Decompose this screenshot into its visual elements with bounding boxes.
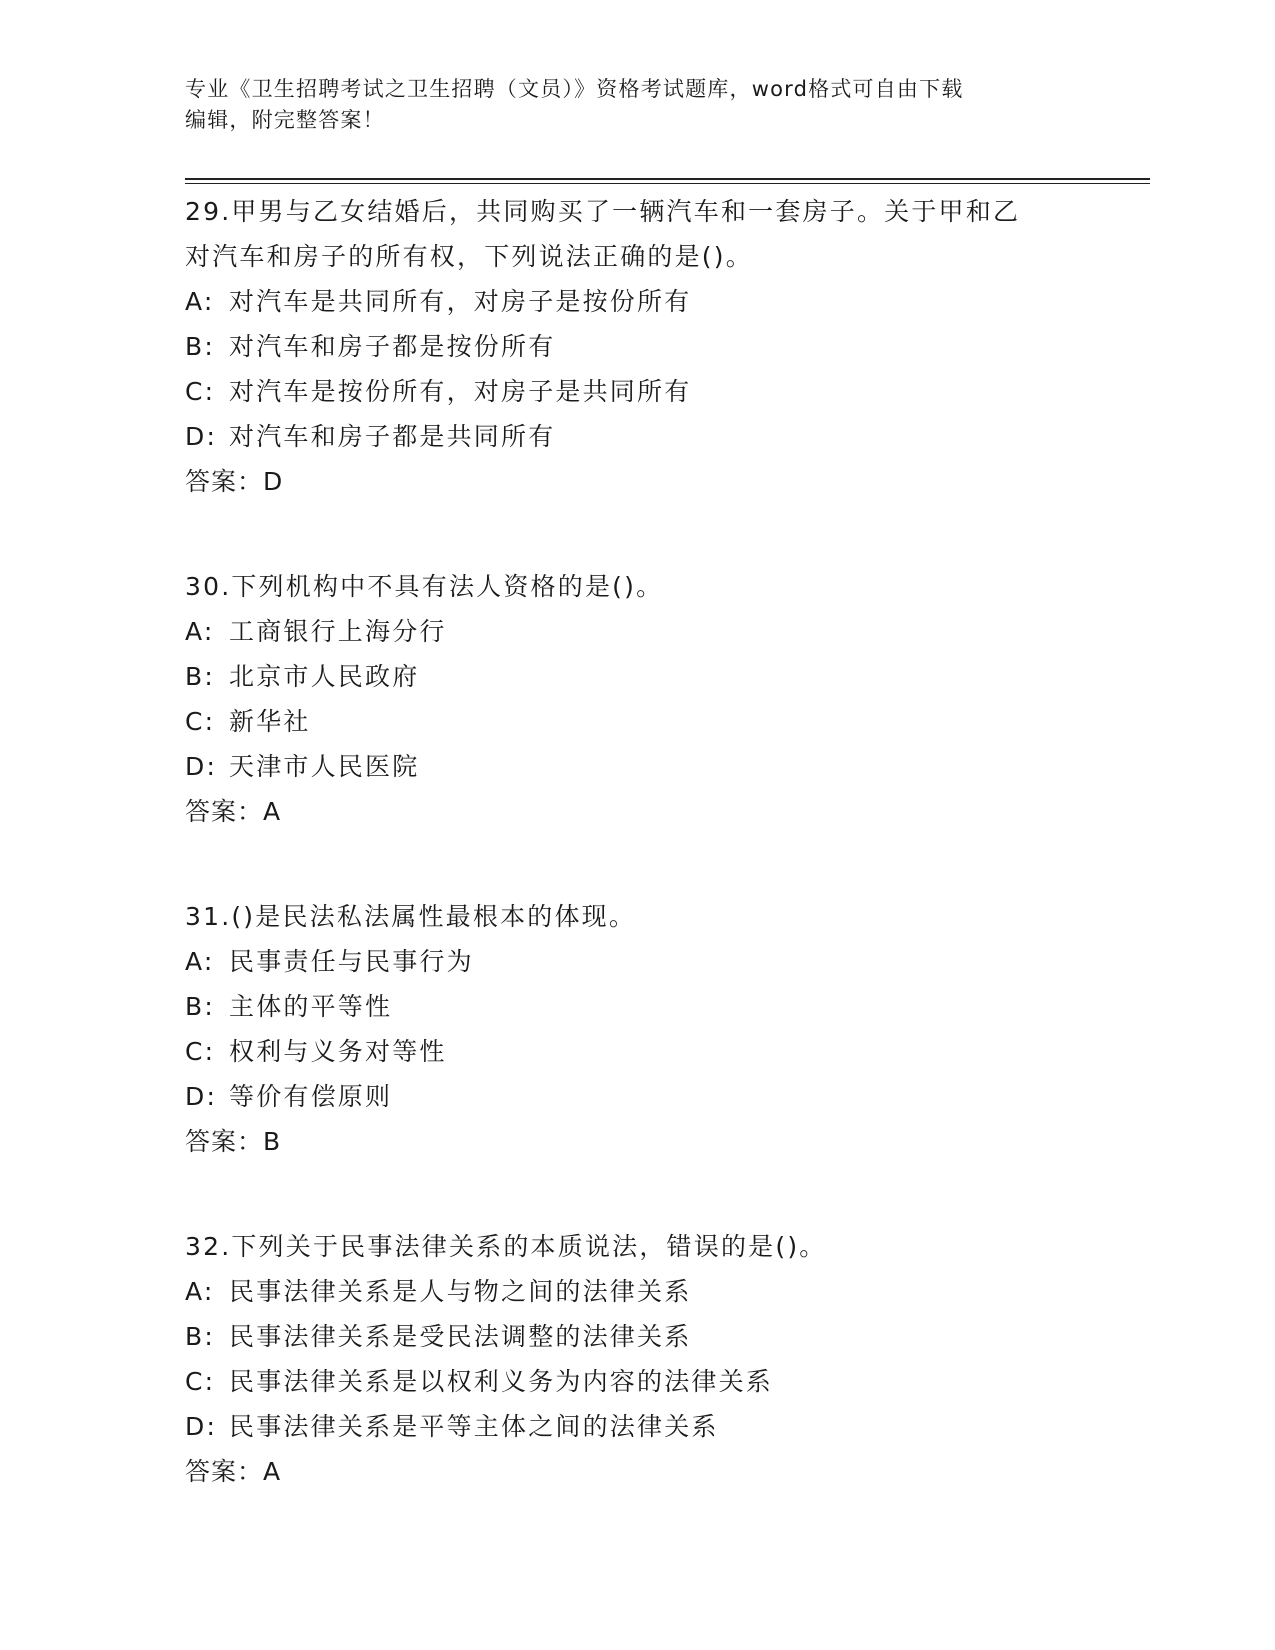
option-key: C:	[185, 1367, 216, 1396]
option-key: A:	[185, 617, 215, 646]
option-b	[185, 654, 1150, 699]
option-d	[185, 1074, 1150, 1119]
option-d	[185, 744, 1150, 789]
option-key: D:	[185, 422, 218, 451]
question-29	[185, 189, 1150, 504]
option-text: 对汽车是按份所有，对房子是共同所有	[229, 377, 692, 406]
document-page	[185, 0, 1150, 1650]
option-text: 民事法律关系是受民法调整的法律关系	[229, 1322, 692, 1351]
option-c	[185, 1029, 1150, 1074]
option-text: 主体的平等性	[229, 992, 393, 1021]
option-key: B:	[185, 1322, 215, 1351]
option-text: 权利与义务对等性	[229, 1037, 447, 1066]
answer: 答案：D	[185, 467, 284, 496]
option-text: 民事法律关系是人与物之间的法律关系	[229, 1277, 692, 1306]
option-text: 新华社	[229, 707, 311, 736]
answer: 答案：B	[185, 1127, 282, 1156]
option-c	[185, 699, 1150, 744]
option-a	[185, 939, 1150, 984]
option-key: D:	[185, 1082, 218, 1111]
question-text: 29.甲男与乙女结婚后，共同购买了一辆汽车和一套房子。关于甲和乙	[185, 197, 1021, 226]
option-key: A:	[185, 947, 215, 976]
option-key: B:	[185, 662, 215, 691]
option-a	[185, 609, 1150, 654]
option-text: 对汽车和房子都是共同所有	[229, 422, 556, 451]
question-30	[185, 564, 1150, 834]
option-text: 等价有偿原则	[229, 1082, 393, 1111]
option-text: 对汽车是共同所有，对房子是按份所有	[229, 287, 692, 316]
option-key: A:	[185, 287, 215, 316]
option-text: 对汽车和房子都是按份所有	[229, 332, 556, 361]
option-key: D:	[185, 1412, 218, 1441]
question-31	[185, 894, 1150, 1164]
option-text: 民事法律关系是平等主体之间的法律关系	[229, 1412, 719, 1441]
option-b	[185, 984, 1150, 1029]
document-header	[185, 74, 1065, 136]
question-list	[185, 189, 1150, 1554]
header-divider	[185, 178, 1150, 184]
option-b	[185, 1314, 1150, 1359]
option-key: C:	[185, 377, 216, 406]
option-text: 民事法律关系是以权利义务为内容的法律关系	[229, 1367, 774, 1396]
question-text: 30.下列机构中不具有法人资格的是()。	[185, 572, 664, 601]
answer: 答案：A	[185, 797, 282, 826]
header-line-2: 编辑，附完整答案！	[185, 108, 385, 132]
option-c	[185, 369, 1150, 414]
option-key: C:	[185, 1037, 216, 1066]
answer: 答案：A	[185, 1457, 282, 1486]
question-text: 31.()是民法私法属性最根本的体现。	[185, 902, 637, 931]
option-text: 北京市人民政府	[229, 662, 420, 691]
option-d	[185, 414, 1150, 459]
question-text: 对汽车和房子的所有权，下列说法正确的是()。	[185, 242, 753, 271]
option-a	[185, 1269, 1150, 1314]
question-text: 32.下列关于民事法律关系的本质说法，错误的是()。	[185, 1232, 827, 1261]
option-a	[185, 279, 1150, 324]
option-d	[185, 1404, 1150, 1449]
option-text: 工商银行上海分行	[229, 617, 447, 646]
option-key: A:	[185, 1277, 215, 1306]
option-text: 民事责任与民事行为	[229, 947, 474, 976]
option-key: C:	[185, 707, 216, 736]
option-b	[185, 324, 1150, 369]
option-key: D:	[185, 752, 218, 781]
option-c	[185, 1359, 1150, 1404]
option-key: B:	[185, 332, 215, 361]
option-text: 天津市人民医院	[229, 752, 420, 781]
header-line-1: 专业《卫生招聘考试之卫生招聘（文员）》资格考试题库，word格式可自由下载	[185, 77, 964, 101]
option-key: B:	[185, 992, 215, 1021]
question-32	[185, 1224, 1150, 1494]
